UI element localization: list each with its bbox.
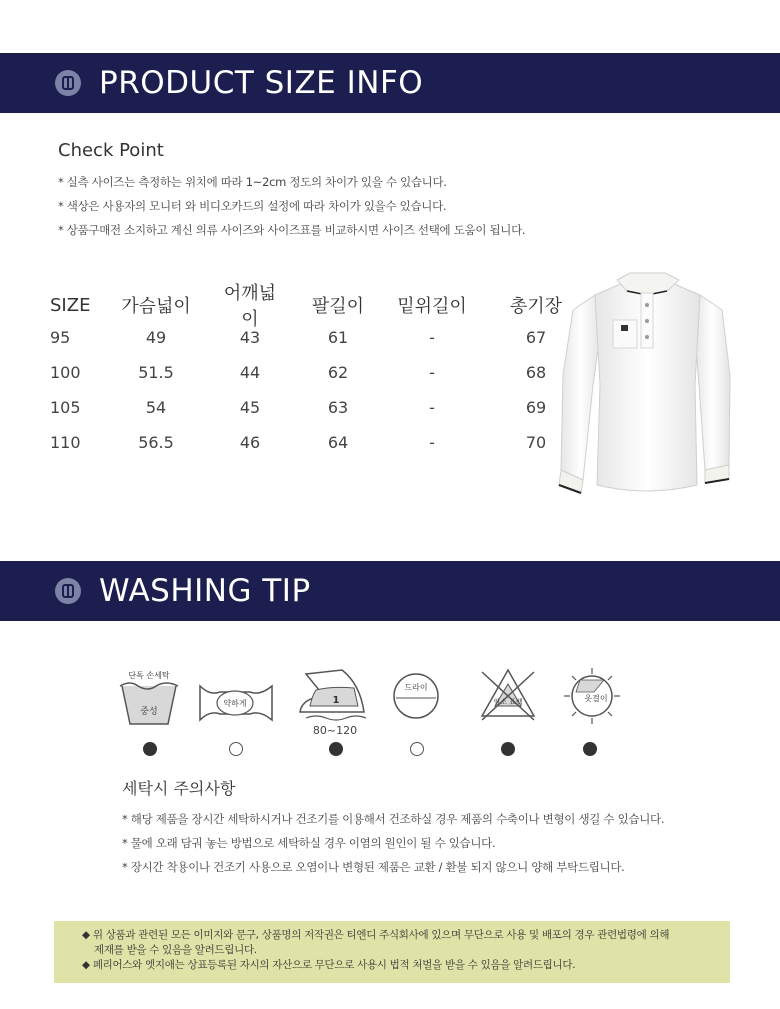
svg-text:1: 1 [332, 695, 340, 706]
notice-line: ◆ 페리어스와 엣지애는 상표등록된 자시의 자산으로 무단으로 사용시 법적 처벌을 받을 수 있음을 알려드립니다. [82, 959, 576, 971]
svg-text:약하게: 약하게 [223, 699, 247, 708]
washing-caution-title: 세탁시 주의사항 [122, 779, 236, 798]
table-cell: 64 [327, 433, 349, 452]
notice-line: ◆ 위 상품과 관련된 모든 이미지와 문구, 상품명의 저작권은 티엔디 주식회사에 있으며 무단으로 사용 및 배포의 경우 관련법령에 의해 [82, 929, 670, 941]
selection-dot [583, 742, 597, 756]
hand-wash-icon [120, 670, 178, 724]
check-point-title: Check Point [58, 140, 164, 161]
hang-dry-shade-icon [564, 668, 620, 724]
table-cell: 51.5 [138, 363, 174, 382]
selection-dot [501, 742, 515, 756]
washing-note: * 장시간 착용이나 건조기 사용으로 오염이나 변형된 제품은 교환 / 환불 되지 않으니 양해 부탁드립니다. [122, 860, 625, 874]
washing-note: * 물에 오래 담궈 놓는 방법으로 세탁하실 경우 이염의 원인이 될 수 있습니다. [122, 836, 496, 850]
size-info-banner [0, 53, 780, 113]
table-cell: 100 [50, 363, 81, 382]
washing-tip-banner [0, 561, 780, 621]
table-cell: 68 [525, 363, 547, 382]
table-cell: 44 [239, 363, 261, 382]
table-cell: 61 [327, 328, 349, 347]
selection-dot [410, 742, 424, 756]
table-cell: - [429, 328, 435, 347]
table-cell: 67 [525, 328, 547, 347]
header-shoulder: 어깨넓이 [223, 283, 277, 330]
header-chest: 가슴넓이 [121, 296, 191, 317]
table-cell: 54 [145, 398, 167, 417]
header-rise: 밑위길이 [397, 296, 467, 317]
table-cell: 49 [145, 328, 167, 347]
check-point-note: * 실측 사이즈는 측정하는 위치에 따라 1~2cm 정도의 차이가 있을 수 있습니다. [58, 175, 447, 189]
svg-text:단독 손세탁: 단독 손세탁 [128, 671, 170, 680]
dry-clean-icon [394, 674, 438, 718]
table-cell: 63 [327, 398, 349, 417]
table-cell: - [429, 433, 435, 452]
table-cell: 105 [50, 398, 81, 417]
selection-dot [329, 742, 343, 756]
table-cell: 62 [327, 363, 349, 382]
table-cell: 110 [50, 433, 81, 452]
table-cell: 56.5 [138, 433, 174, 452]
washing-note: * 해당 제품을 장시간 세탁하시거나 건조기를 이용해서 건조하실 경우 제품의 수축이나 변형이 생길 수 있습니다. [122, 812, 665, 826]
table-cell: 70 [525, 433, 547, 452]
selection-dot [229, 742, 243, 756]
washing-icons [110, 664, 630, 744]
no-bleach-icon [482, 670, 534, 720]
copyright-notice [54, 921, 730, 983]
table-cell: 95 [50, 328, 71, 347]
brand-logo-icon [55, 578, 81, 604]
brand-logo-icon [55, 70, 81, 96]
table-row [50, 355, 600, 390]
svg-text:염소 표백: 염소 표백 [493, 698, 523, 706]
header-size: SIZE [50, 294, 91, 316]
table-cell: 45 [239, 398, 261, 417]
svg-text:중성: 중성 [140, 707, 158, 717]
iron-icon [300, 670, 366, 737]
washing-tip-title: WASHING TIP [99, 573, 311, 609]
size-table [50, 283, 600, 460]
table-row [50, 390, 600, 425]
size-table-header [50, 283, 600, 330]
polo-shirt-image [555, 265, 740, 500]
notice-line: 제재를 받을 수 있음을 알려드립니다. [94, 944, 257, 956]
svg-text:옷걸이: 옷걸이 [584, 694, 608, 703]
washing-caution-section [122, 776, 664, 879]
header-length: 총기장 [509, 296, 563, 317]
check-point-note: * 색상은 사용자의 모니터 와 비디오카드의 설정에 따라 차이가 있을수 있습니다. [58, 199, 447, 213]
table-cell: 43 [239, 328, 261, 347]
table-row [50, 425, 600, 460]
table-row [50, 320, 600, 355]
svg-text:80~120: 80~120 [312, 724, 358, 737]
header-sleeve: 팔길이 [311, 296, 365, 317]
gentle-wring-icon [200, 686, 272, 720]
table-cell: 69 [525, 398, 547, 417]
table-cell: - [429, 363, 435, 382]
svg-text:드라이: 드라이 [404, 683, 428, 692]
table-cell: - [429, 398, 435, 417]
check-point-note: * 상품구매전 소지하고 계신 의류 사이즈와 사이즈표를 비교하시면 사이즈 선택에 도움이 됩니다. [58, 223, 526, 237]
size-info-title: PRODUCT SIZE INFO [99, 65, 424, 101]
selection-dot [143, 742, 157, 756]
table-cell: 46 [239, 433, 261, 452]
check-point-section [58, 140, 525, 242]
